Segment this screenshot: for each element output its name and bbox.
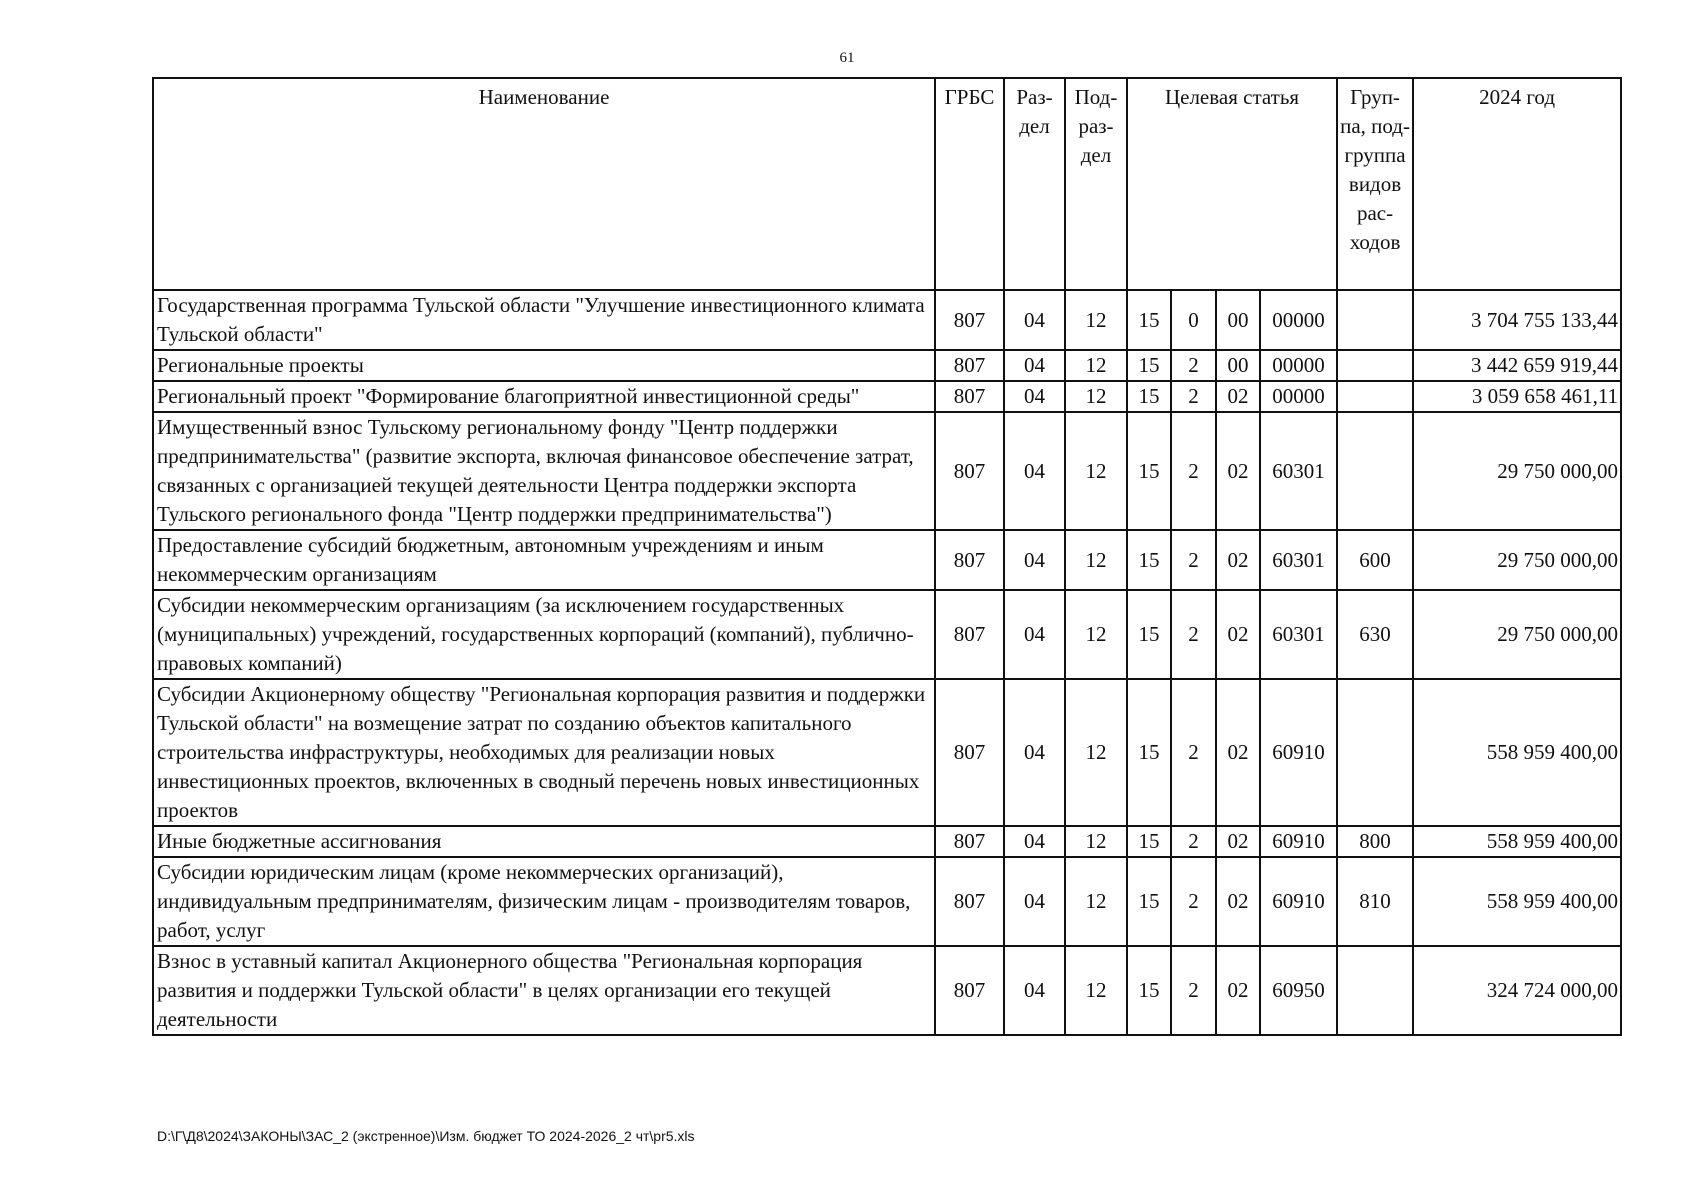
- table-row: [153, 946, 1621, 1035]
- row-expense-group: [1337, 381, 1413, 412]
- row-target-subprogram: 0: [1171, 290, 1216, 350]
- row-target-program: 15: [1127, 381, 1171, 412]
- page-number: 61: [839, 50, 855, 66]
- header-target: Целевая статья: [1127, 78, 1337, 290]
- row-amount: 3 704 755 133,44: [1413, 290, 1621, 350]
- row-expense-group: 810: [1337, 857, 1413, 946]
- row-target-event: 00: [1216, 290, 1260, 350]
- row-expense-group: 630: [1337, 590, 1413, 679]
- row-target-event: 02: [1216, 381, 1260, 412]
- row-podrazdel: 12: [1065, 946, 1127, 1035]
- row-target-event: 02: [1216, 530, 1260, 590]
- row-target-direction: 60910: [1260, 679, 1337, 826]
- row-grbs: 807: [935, 857, 1004, 946]
- row-name: Иные бюджетные ассигнования: [153, 826, 935, 857]
- table-row: [153, 381, 1621, 412]
- row-amount: 3 059 658 461,11: [1413, 381, 1621, 412]
- row-target-program: 15: [1127, 290, 1171, 350]
- row-razdel: 04: [1004, 350, 1065, 381]
- row-expense-group: [1337, 290, 1413, 350]
- row-name: Субсидии Акционерному обществу "Региональная корпорация развития и поддержки Тульской области" на возмещение затрат по созданию объектов капитального строительства инфраструктуры, необходимых для реализации новых инвестиционных проектов, включенных в сводный перечень новых инвестиционных проектов: [153, 679, 935, 826]
- row-razdel: 04: [1004, 857, 1065, 946]
- file-path-footer: D:\Г\Д8\2024\ЗАКОНЫ\ЗАС_2 (экстренное)\Изм. бюджет ТО 2024-2026_2 чт\pr5.xls: [157, 1128, 695, 1144]
- row-expense-group: [1337, 679, 1413, 826]
- row-amount: 29 750 000,00: [1413, 412, 1621, 530]
- row-target-program: 15: [1127, 826, 1171, 857]
- row-podrazdel: 12: [1065, 412, 1127, 530]
- table-row: [153, 412, 1621, 530]
- row-grbs: 807: [935, 290, 1004, 350]
- header-name: Наименование: [153, 78, 935, 290]
- row-podrazdel: 12: [1065, 679, 1127, 826]
- row-target-event: 02: [1216, 412, 1260, 530]
- row-target-event: 02: [1216, 590, 1260, 679]
- table-row: [153, 350, 1621, 381]
- row-razdel: 04: [1004, 381, 1065, 412]
- header-grbs: ГРБС: [935, 78, 1004, 290]
- row-target-direction: 60301: [1260, 530, 1337, 590]
- row-target-subprogram: 2: [1171, 412, 1216, 530]
- row-name: Субсидии юридическим лицам (кроме некоммерческих организаций), индивидуальным предпринимателям, физическим лицам - производителям товаров, работ, услуг: [153, 857, 935, 946]
- row-podrazdel: 12: [1065, 590, 1127, 679]
- row-target-direction: 00000: [1260, 381, 1337, 412]
- header-row: [153, 78, 1621, 290]
- row-amount: 558 959 400,00: [1413, 679, 1621, 826]
- row-name: Региональный проект "Формирование благоприятной инвестиционной среды": [153, 381, 935, 412]
- row-name: Государственная программа Тульской области "Улучшение инвестиционного климата Тульской области": [153, 290, 935, 350]
- row-target-program: 15: [1127, 530, 1171, 590]
- row-target-program: 15: [1127, 350, 1171, 381]
- row-amount: 558 959 400,00: [1413, 857, 1621, 946]
- row-target-direction: 60301: [1260, 412, 1337, 530]
- table-row: [153, 826, 1621, 857]
- row-razdel: 04: [1004, 412, 1065, 530]
- row-target-subprogram: 2: [1171, 826, 1216, 857]
- row-target-subprogram: 2: [1171, 381, 1216, 412]
- row-target-direction: 00000: [1260, 290, 1337, 350]
- row-podrazdel: 12: [1065, 530, 1127, 590]
- row-amount: 3 442 659 919,44: [1413, 350, 1621, 381]
- row-name: Субсидии некоммерческим организациям (за исключением государственных (муниципальных) учреждений, государственных корпораций (компаний), публично-правовых компаний): [153, 590, 935, 679]
- row-amount: 29 750 000,00: [1413, 530, 1621, 590]
- row-target-event: 02: [1216, 857, 1260, 946]
- table-row: [153, 290, 1621, 350]
- table-row: [153, 530, 1621, 590]
- row-target-direction: 60950: [1260, 946, 1337, 1035]
- row-razdel: 04: [1004, 590, 1065, 679]
- row-razdel: 04: [1004, 530, 1065, 590]
- row-name: Предоставление субсидий бюджетным, автономным учреждениям и иным некоммерческим организациям: [153, 530, 935, 590]
- row-expense-group: 600: [1337, 530, 1413, 590]
- row-razdel: 04: [1004, 826, 1065, 857]
- row-target-direction: 00000: [1260, 350, 1337, 381]
- row-podrazdel: 12: [1065, 857, 1127, 946]
- row-target-program: 15: [1127, 679, 1171, 826]
- row-target-program: 15: [1127, 590, 1171, 679]
- row-razdel: 04: [1004, 290, 1065, 350]
- row-razdel: 04: [1004, 946, 1065, 1035]
- row-expense-group: [1337, 350, 1413, 381]
- row-grbs: 807: [935, 679, 1004, 826]
- row-amount: 324 724 000,00: [1413, 946, 1621, 1035]
- row-target-event: 02: [1216, 946, 1260, 1035]
- row-target-subprogram: 2: [1171, 350, 1216, 381]
- row-podrazdel: 12: [1065, 826, 1127, 857]
- table-row: [153, 679, 1621, 826]
- row-target-subprogram: 2: [1171, 530, 1216, 590]
- row-grbs: 807: [935, 350, 1004, 381]
- row-razdel: 04: [1004, 679, 1065, 826]
- row-target-direction: 60301: [1260, 590, 1337, 679]
- row-target-event: 02: [1216, 826, 1260, 857]
- row-target-program: 15: [1127, 412, 1171, 530]
- row-grbs: 807: [935, 946, 1004, 1035]
- row-target-direction: 60910: [1260, 826, 1337, 857]
- row-name: Взнос в уставный капитал Акционерного общества "Региональная корпорация развития и поддержки Тульской области" в целях организации его текущей деятельности: [153, 946, 935, 1035]
- row-grbs: 807: [935, 381, 1004, 412]
- row-name: Региональные проекты: [153, 350, 935, 381]
- table-row: [153, 857, 1621, 946]
- row-target-subprogram: 2: [1171, 590, 1216, 679]
- header-year: 2024 год: [1413, 78, 1621, 290]
- header-podrazdel: Под-раз-дел: [1065, 78, 1127, 290]
- header-group: Груп-па, под-группа видов рас-ходов: [1337, 78, 1413, 290]
- row-target-event: 00: [1216, 350, 1260, 381]
- row-podrazdel: 12: [1065, 381, 1127, 412]
- row-target-program: 15: [1127, 857, 1171, 946]
- row-amount: 29 750 000,00: [1413, 590, 1621, 679]
- row-grbs: 807: [935, 826, 1004, 857]
- row-grbs: 807: [935, 412, 1004, 530]
- row-amount: 558 959 400,00: [1413, 826, 1621, 857]
- row-target-direction: 60910: [1260, 857, 1337, 946]
- row-grbs: 807: [935, 590, 1004, 679]
- row-target-subprogram: 2: [1171, 857, 1216, 946]
- row-target-event: 02: [1216, 679, 1260, 826]
- row-podrazdel: 12: [1065, 290, 1127, 350]
- row-target-program: 15: [1127, 946, 1171, 1035]
- row-target-subprogram: 2: [1171, 679, 1216, 826]
- table-row: [153, 590, 1621, 679]
- row-expense-group: 800: [1337, 826, 1413, 857]
- row-name: Имущественный взнос Тульскому региональному фонду "Центр поддержки предпринимательства" (развитие экспорта, включая финансовое обеспечение затрат, связанных с организацией текущей деятельности Центра поддержки экспорта Тульского регионального фонда "Центр поддержки предпринимательства"): [153, 412, 935, 530]
- row-expense-group: [1337, 412, 1413, 530]
- row-grbs: 807: [935, 530, 1004, 590]
- budget-table: [152, 77, 1622, 1036]
- row-target-subprogram: 2: [1171, 946, 1216, 1035]
- row-podrazdel: 12: [1065, 350, 1127, 381]
- row-expense-group: [1337, 946, 1413, 1035]
- header-razdel: Раз-дел: [1004, 78, 1065, 290]
